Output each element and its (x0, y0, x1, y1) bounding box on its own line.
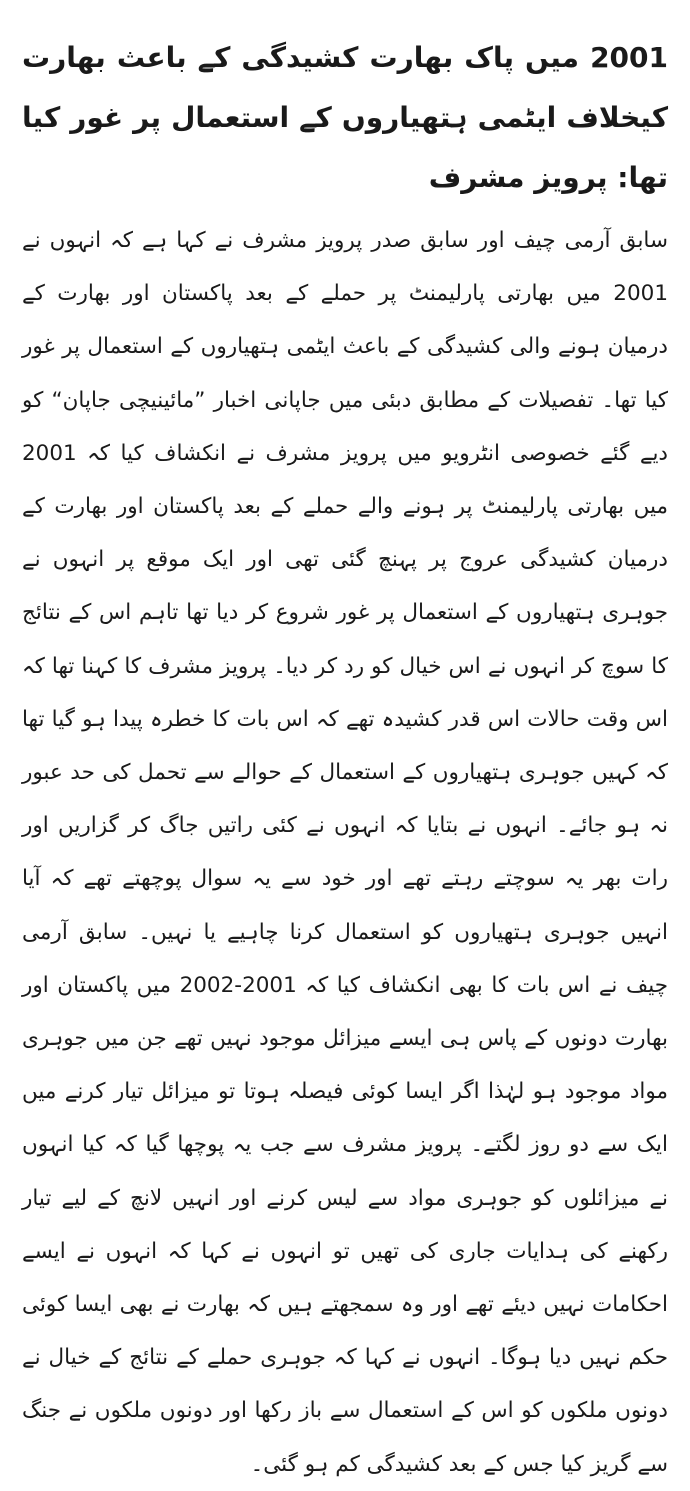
article-headline: 2001 میں پاک بھارت کشیدگی کے باعث بھارت کیخلاف ایٹمی ہتھیاروں کے استعمال پر غور کیا تھا: پرویز مشرف (22, 41, 668, 194)
article-body: سابق آرمی چیف اور سابق صدر پرویز مشرف نے کہا ہے کہ انہوں نے 2001 میں بھارتی پارلیمنٹ پر حملے کے بعد پاکستان اور بھارت کے درمیان ہونے والی کشیدگی کے باعث ایٹمی ہتھیاروں کے استعمال پر غور کیا تھا۔ تفصیلات کے مطابق دبئی میں جاپانی اخبار ”مائینیچی جاپان“ کو دیے گئے خصوصی انٹرویو میں پرویز مشرف نے انکشاف کیا کہ 2001 میں بھارتی پارلیمنٹ پر ہونے والے حملے کے بعد پاکستان اور بھارت کے درمیان کشیدگی عروج پر پہنچ گئی تھی اور ایک موقع پر انہوں نے جوہری ہتھیاروں کے استعمال پر غور شروع کر دیا تھا تاہم اس کے نتائج کا سوچ کر انہوں نے اس خیال کو رد کر دیا۔ پرویز مشرف کا کہنا تھا کہ اس وقت حالات اس قدر کشیدہ تھے کہ اس بات کا خطرہ پیدا ہو گیا تھا کہ کہیں جوہری ہتھیاروں کے استعمال کے حوالے سے تحمل کی حد عبور نہ ہو جائے۔ انہوں نے بتایا کہ انہوں نے کئی راتیں جاگ کر گزاریں اور رات بھر یہ سوچتے رہتے تھے اور خود سے یہ سوال پوچھتے تھے کہ آیا انہیں جوہری ہتھیاروں کو استعمال کرنا چاہیے یا نہیں۔ سابق آرمی چیف نے اس بات کا بھی انکشاف کیا کہ 2001-2002 میں پاکستان اور بھارت دونوں کے پاس ہی ایسے میزائل موجود نہیں تھے جن میں جوہری مواد موجود ہو لہٰذا اگر ایسا کوئی فیصلہ ہوتا تو میزائل تیار کرنے میں ایک سے دو روز لگتے۔ پرویز مشرف سے جب یہ پوچھا گیا کہ کیا انہوں نے میزائلوں کو جوہری مواد سے لیس کرنے اور انہیں لانچ کے لیے تیار رکھنے کی ہدایات جاری کی تھیں تو انہوں نے کہا کہ انہوں نے ایسے احکامات نہیں دیئے تھے اور وہ سمجھتے ہیں کہ بھارت نے بھی ایسا کوئی حکم نہیں دیا ہوگا۔ انہوں نے کہا کہ جوہری حملے کے نتائج کے خیال نے دونوں ملکوں کو اس کے استعمال سے باز رکھا اور دونوں ملکوں نے جنگ سے گریز کیا جس کے بعد کشیدگی کم ہو گئی۔ (22, 228, 668, 1477)
